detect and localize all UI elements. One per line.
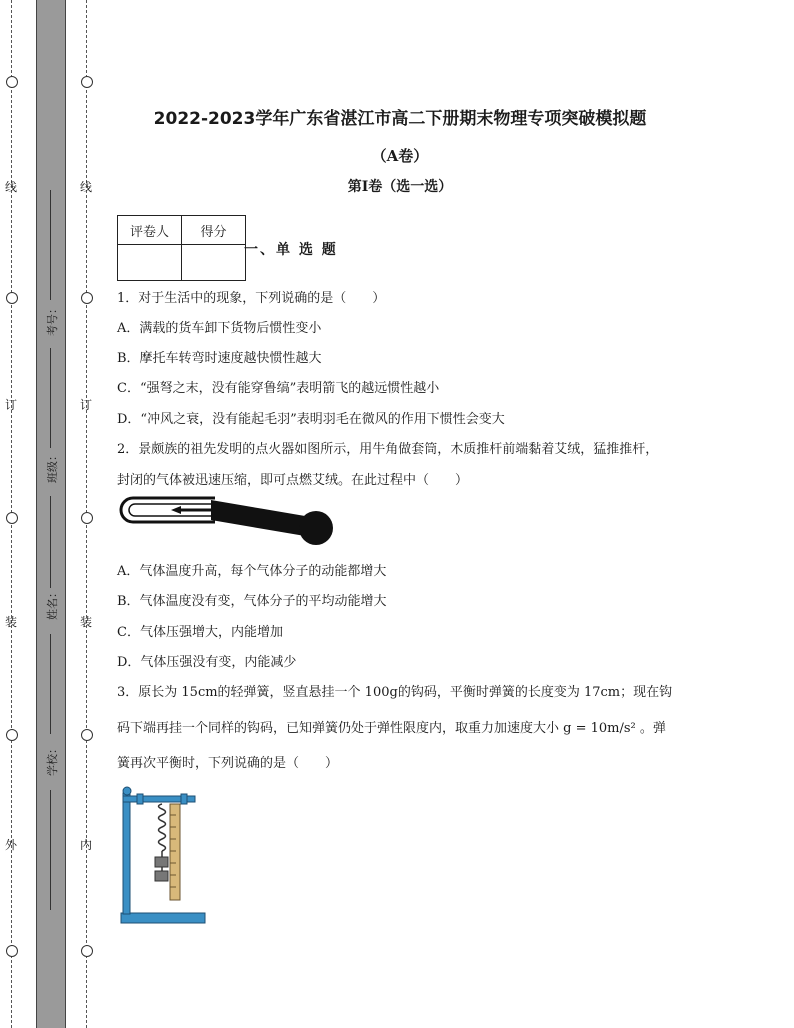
outer-margin-char: 订 bbox=[4, 398, 17, 412]
score-header: 得分 bbox=[182, 216, 246, 245]
question-1-option-a: A．满载的货车卸下货物后惯性变小 bbox=[117, 321, 322, 336]
school-label: 学校： bbox=[46, 743, 59, 776]
question-1-option-d: D．“冲风之衰，没有能起毛羽”表明羽毛在微风的作用下惯性会变大 bbox=[117, 412, 505, 427]
fire-piston-figure bbox=[115, 492, 340, 552]
binding-hole bbox=[6, 76, 18, 88]
score-table bbox=[117, 215, 246, 281]
exam-title: 2022-2023学年广东省湛江市高二下册期末物理专项突破模拟题 bbox=[153, 109, 647, 129]
reviewer-header: 评卷人 bbox=[118, 216, 182, 245]
school-fill-line bbox=[50, 634, 51, 734]
inner-margin-char: 订 bbox=[79, 398, 92, 412]
question-1-stem: 1．对于生活中的现象，下列说确的是（ ） bbox=[117, 291, 386, 306]
question-2-stem-line-1: 2．景颇族的祖先发明的点火器如图所示，用牛角做套筒，木质推杆前端黏着艾绒，猛推推杆， bbox=[117, 442, 659, 457]
inner-margin-char: 内 bbox=[79, 838, 92, 852]
part-title: 一、单 选 题 bbox=[244, 242, 338, 258]
question-2-option-d: D．气体压强没有变，内能减少 bbox=[117, 655, 297, 670]
question-3-stem-line-2: 码下端再挂一个同样的钩码，已知弹簧仍处于弹性限度内，取重力加速度大小 g = 10m/s² 。弹 bbox=[117, 721, 666, 736]
binding-hole bbox=[81, 76, 93, 88]
class-label: 班级： bbox=[46, 450, 59, 483]
binding-hole bbox=[81, 512, 93, 524]
question-2-option-b: B．气体温度没有变，气体分子的平均动能增大 bbox=[117, 594, 387, 609]
question-1-option-c: C．“强弩之末，没有能穿鲁缟”表明箭飞的越远惯性越小 bbox=[117, 381, 440, 396]
question-1-option-b: B．摩托车转弯时速度越快惯性越大 bbox=[117, 351, 322, 366]
inner-margin-char: 装 bbox=[79, 615, 92, 629]
inner-margin-char: 线 bbox=[79, 180, 92, 194]
binding-hole bbox=[81, 729, 93, 741]
binding-hole bbox=[81, 945, 93, 957]
outer-margin-char: 外 bbox=[4, 838, 17, 852]
binding-hole bbox=[6, 945, 18, 957]
spring-stand-figure bbox=[115, 785, 210, 927]
binding-hole bbox=[6, 292, 18, 304]
exam-subtitle: （A卷） bbox=[371, 147, 429, 165]
question-3-stem-line-1: 3．原长为 15cm的轻弹簧，竖直悬挂一个 100g的钩码，平衡时弹簧的长度变为 17cm；现在钩 bbox=[117, 685, 673, 700]
question-2-option-a: A．气体温度升高，每个气体分子的动能都增大 bbox=[117, 564, 387, 579]
class-fill-line bbox=[50, 348, 51, 448]
name-label: 姓名： bbox=[46, 587, 59, 620]
question-3-stem-line-3: 簧再次平衡时，下列说确的是（ ） bbox=[117, 756, 339, 771]
question-2-stem-line-2: 封闭的气体被迅速压缩，即可点燃艾绒。在此过程中（ ） bbox=[117, 473, 469, 488]
score-cell[interactable] bbox=[182, 245, 246, 281]
binding-hole bbox=[81, 292, 93, 304]
question-2-option-c: C．气体压强增大，内能增加 bbox=[117, 625, 283, 640]
reviewer-cell[interactable] bbox=[118, 245, 182, 281]
binding-hole bbox=[6, 512, 18, 524]
binding-hole bbox=[6, 729, 18, 741]
binding-strip bbox=[36, 0, 66, 1028]
section-title: 第I卷（选一选） bbox=[347, 179, 453, 195]
outer-margin-char: 线 bbox=[4, 180, 17, 194]
school-fill-line-lower bbox=[50, 790, 51, 910]
outer-margin-char: 装 bbox=[4, 615, 17, 629]
name-fill-line bbox=[50, 496, 51, 588]
exam-no-label: 考号： bbox=[46, 303, 59, 336]
exam-no-fill-line bbox=[50, 190, 51, 300]
